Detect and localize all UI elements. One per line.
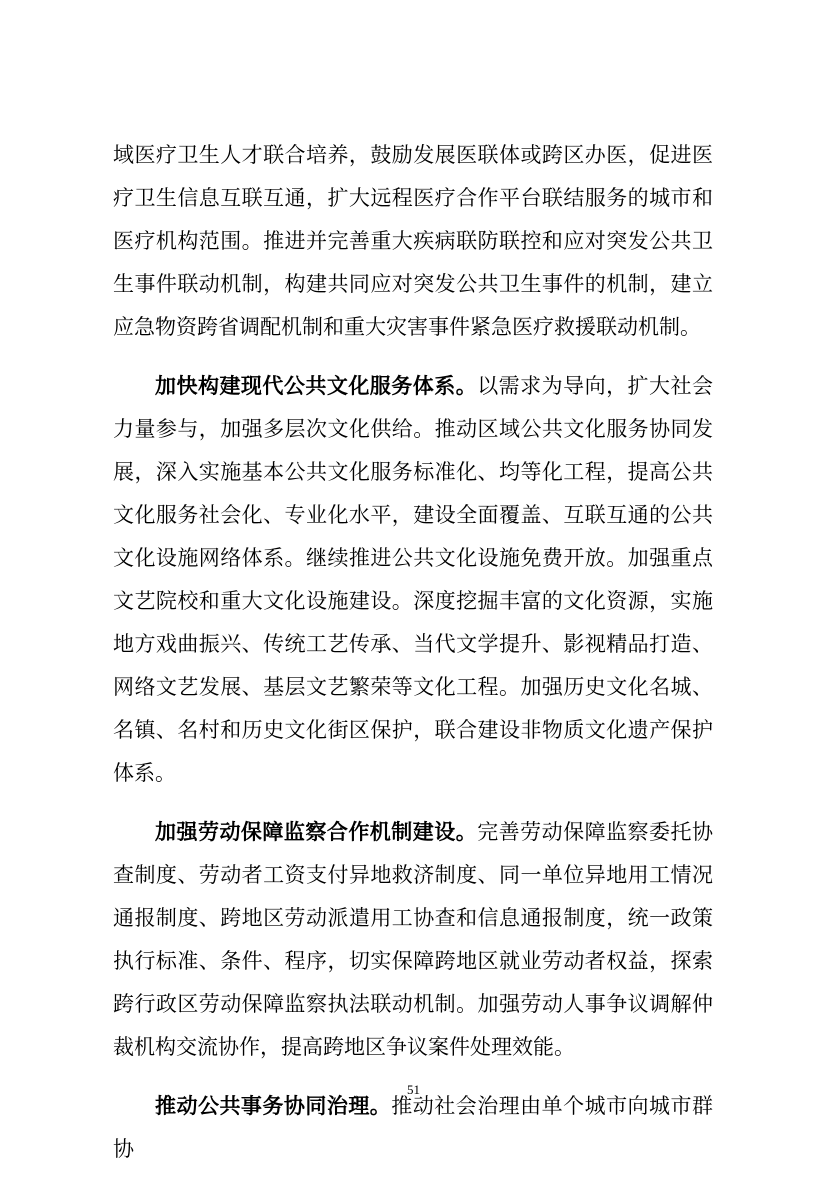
document-body (113, 134, 713, 1186)
paragraph-heading: 加强劳动保障监察合作机制建设。 (155, 819, 478, 844)
paragraph-healthcare-continuation (113, 134, 713, 349)
paragraph-text: 域医疗卫生人才联合培养，鼓励发展医联体或跨区办医，促进医疗卫生信息互联互通，扩大远程医疗合作平台联结服务的城市和医疗机构范围。推进并完善重大疾病联防联控和应对突发公共卫生事件联动机制，构建共同应对突发公共卫生事件的机制，建立应急物资跨省调配机制和重大灾害事件紧急医疗救援联动机制。 (113, 143, 713, 339)
paragraph-heading: 加快构建现代公共文化服务体系。 (155, 373, 478, 398)
paragraph-text: 以需求为导向，扩大社会力量参与，加强多层次文化供给。推动区域公共文化服务协同发展，深入实施基本公共文化服务标准化、均等化工程，提高公共文化服务社会化、专业化水平，建设全面覆盖、互联互通的公共文化设施网络体系。继续推进公共文化设施免费开放。加强重点文艺院校和重大文化设施建设。深度挖掘丰富的文化资源，实施地方戏曲振兴、传统工艺传承、当代文学提升、影视精品打造、网络文艺发展、基层文艺繁荣等文化工程。加强历史文化名城、名镇、名村和历史文化街区保护，联合建设非物质文化遗产保护体系。 (113, 374, 714, 785)
paragraph-heading: 推动公共事务协同治理。 (155, 1093, 392, 1118)
paragraph-labor-supervision (113, 810, 713, 1069)
paragraph-public-culture (113, 364, 713, 795)
page-number: 51 (407, 1082, 420, 1097)
paragraph-text: 推动社会治理由单个城市向城市群协 (113, 1094, 713, 1161)
paragraph-text: 完善劳动保障监察委托协查制度、劳动者工资支付异地救济制度、同一单位异地用工情况通报制度、跨地区劳动派遣用工协查和信息通报制度，统一政策执行标准、条件、程序，切实保障跨地区就业劳动者权益，探索跨行政区劳动保障监察执法联动机制。加强劳动人事争议调解仲裁机构交流协作，提高跨地区争议案件处理效能。 (113, 820, 714, 1059)
